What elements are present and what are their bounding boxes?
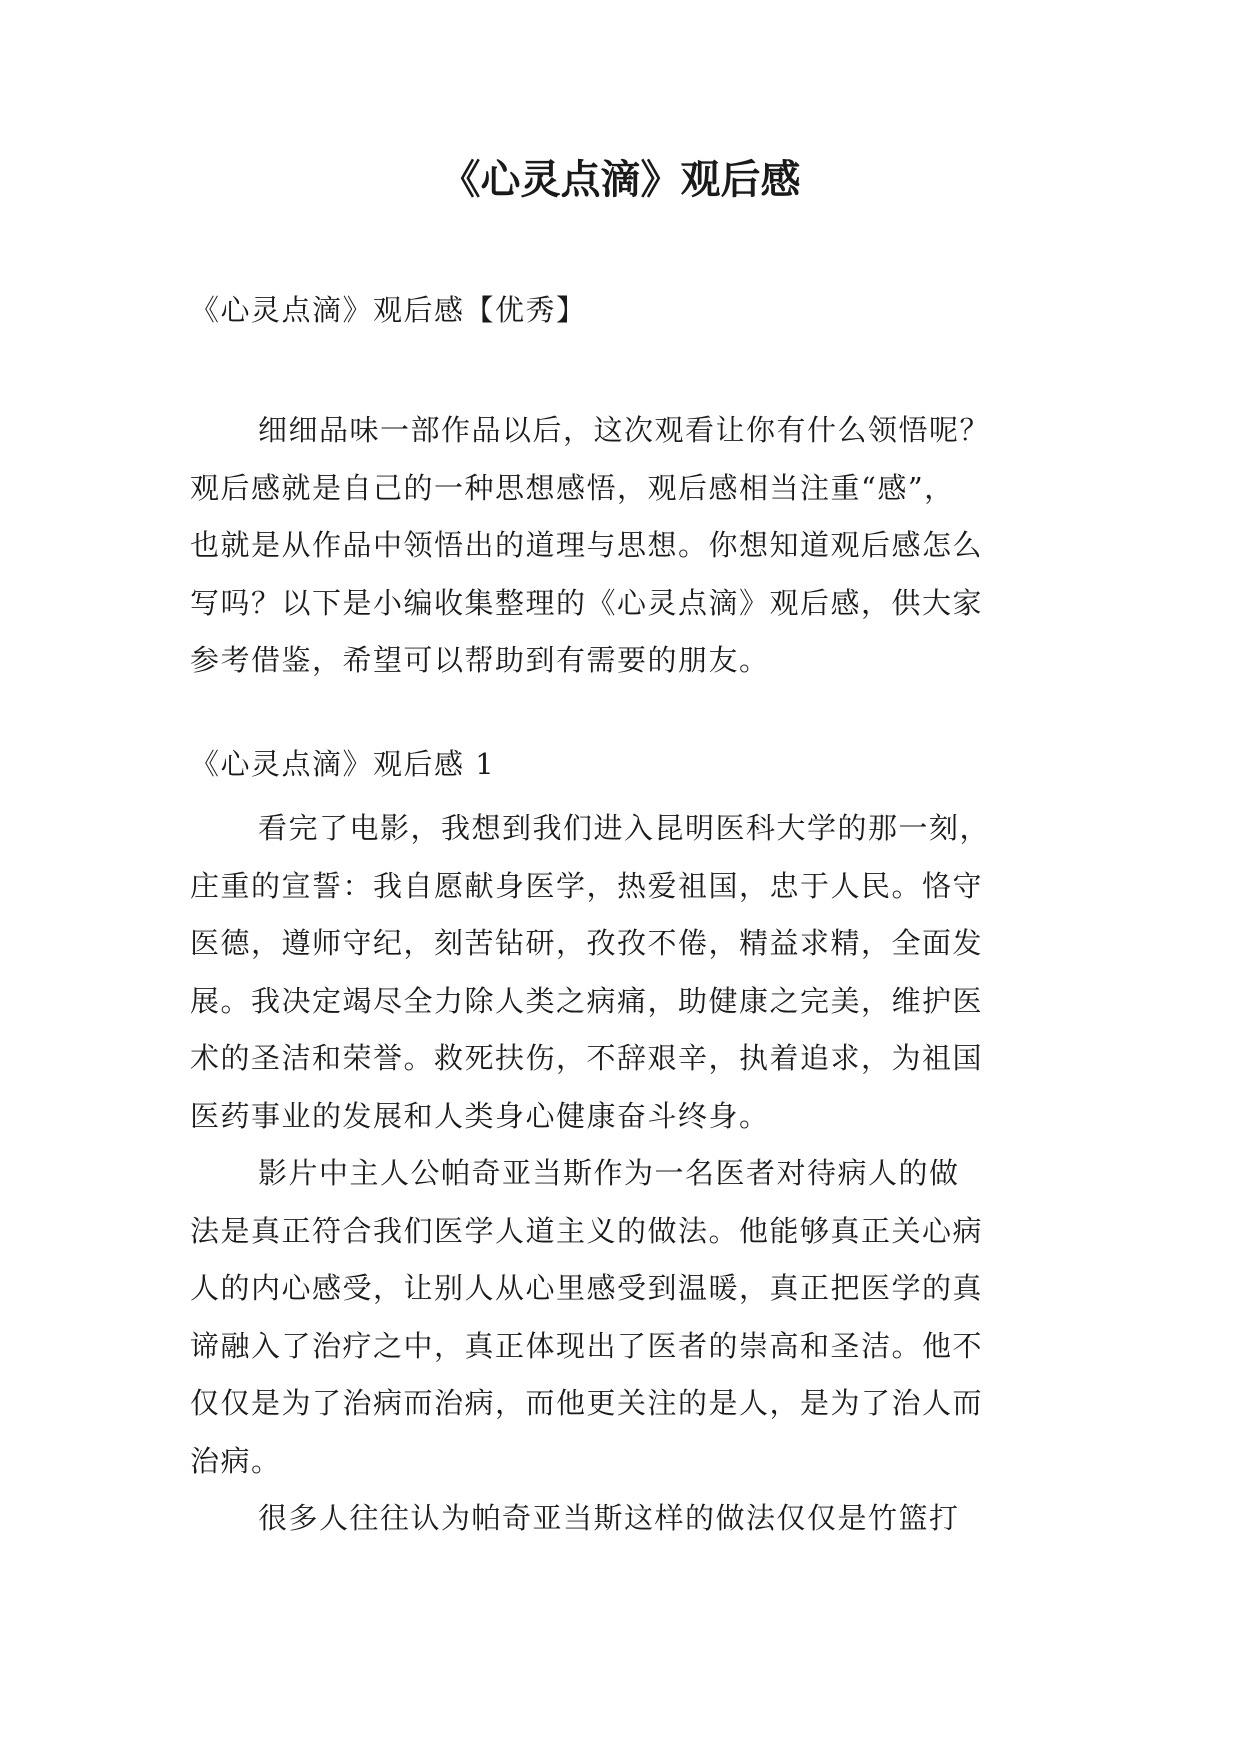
intro-line: 写吗？以下是小编收集整理的《心灵点滴》观后感，供大家: [190, 585, 984, 620]
document-subtitle: 《心灵点滴》观后感【优秀】: [190, 293, 587, 327]
intro-line: 参考借鉴，希望可以帮助到有需要的朋友。: [190, 643, 770, 677]
body-line: 医药事业的发展和人类身心健康奋斗终身。: [190, 1098, 770, 1133]
body-line: 仅仅是为了治病而治病，而他更关注的是人，是为了治人而: [190, 1386, 984, 1420]
intro-line: 也就是从作品中领悟出的道理与思想。你想知道观后感怎么: [190, 528, 984, 562]
intro-paragraph: [190, 402, 1070, 690]
body-line: 影片中主人公帕奇亚当斯作为一名医者对待病人的做: [258, 1156, 960, 1190]
section-heading: 《心灵点滴》观后感 1: [190, 747, 496, 781]
body-line: 法是真正符合我们医学人道主义的做法。他能够真正关心病: [190, 1213, 984, 1248]
body-line: 医德，遵师守纪，刻苦钻研，孜孜不倦，精益求精，全面发: [190, 926, 984, 960]
body-line: 治病。: [190, 1443, 282, 1478]
intro-line: 观后感就是自己的一种思想感悟，观后感相当注重“感”，: [190, 470, 955, 505]
body-line: 庄重的宣誓：我自愿献身医学，热爱祖国，忠于人民。恪守: [190, 868, 984, 903]
body-line: 人的内心感受，让别人从心里感受到温暖，真正把医学的真: [190, 1271, 984, 1305]
body-line: 展。我决定竭尽全力除人类之病痛，助健康之完美，维护医: [190, 983, 984, 1018]
body-line: 很多人往往认为帕奇亚当斯这样的做法仅仅是竹篮打: [258, 1501, 960, 1535]
body-line: 术的圣洁和荣誉。救死扶伤，不辞艰辛，执着追求，为祖国: [190, 1041, 984, 1075]
section-body: [190, 800, 1070, 1548]
body-line: 谛融入了治疗之中，真正体现出了医者的崇高和圣洁。他不: [190, 1328, 984, 1363]
body-line: 看完了电影，我想到我们进入昆明医科大学的那一刻，: [258, 811, 991, 845]
document-title: 《心灵点滴》观后感: [440, 157, 801, 203]
intro-line: 细细品味一部作品以后，这次观看让你有什么领悟呢？: [258, 413, 991, 447]
